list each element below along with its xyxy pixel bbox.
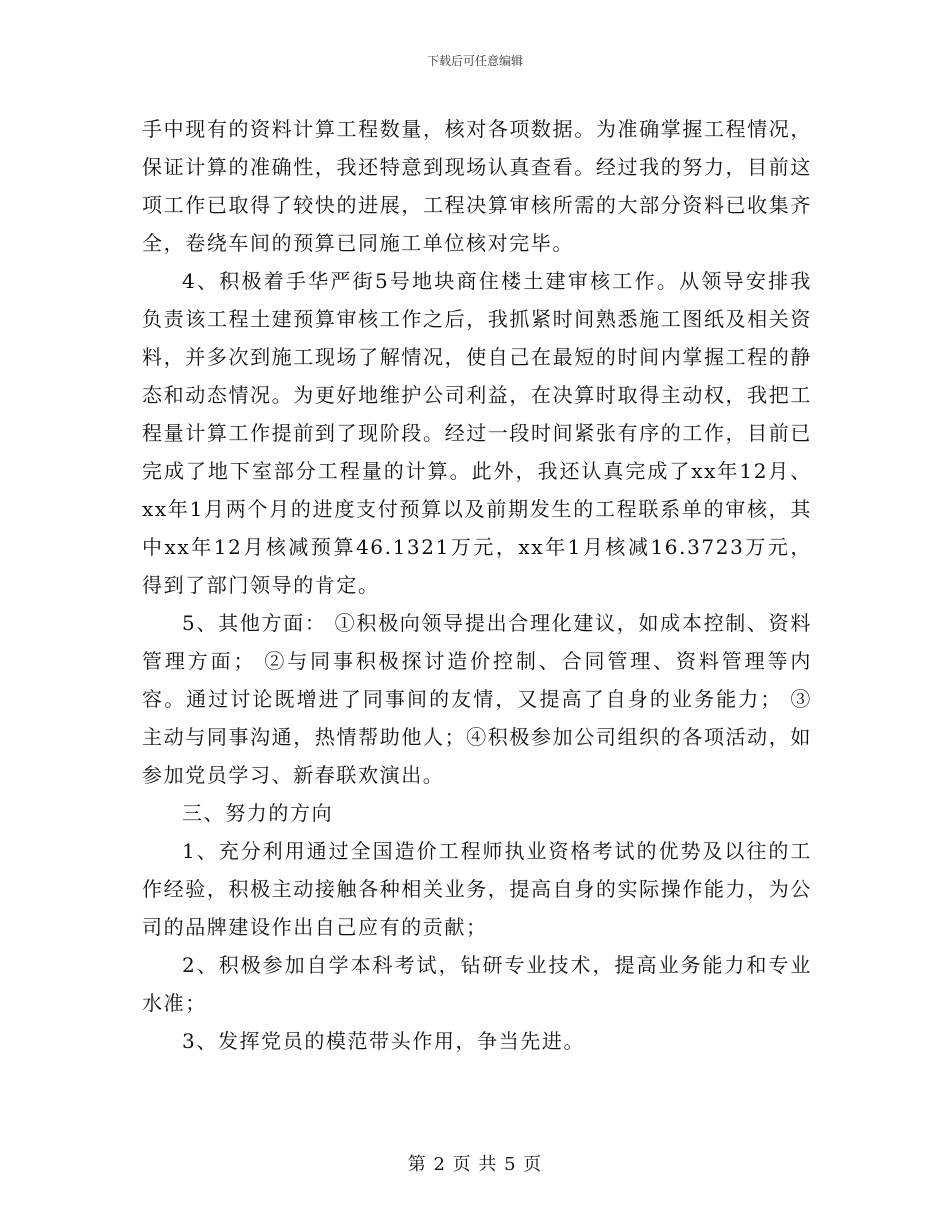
document-body [142, 110, 812, 1060]
page-footer: 第 2 页 共 5 页 [407, 1154, 543, 1175]
paragraph-continuation: 手中现有的资料计算工程数量，核对各项数据。为准确掌握工程情况，保证计算的准确性，我还特意到现场认真查看。经过我的努力，目前这项工作已取得了较快的进展，工程决算审核所需的大部分资料已收集齐全，卷绕车间的预算已同施工单位核对完毕。 [142, 117, 812, 255]
paragraph-direction-1: 1、充分利用通过全国造价工程师执业资格考试的优势及以往的工作经验，积极主动接触各种相关业务，提高自身的实际操作能力，为公司的品牌建设作出自己应有的贡献； [142, 839, 812, 939]
paragraph-item-5: 5、其他方面： ①积极向领导提出合理化建议，如成本控制、资料管理方面； ②与同事积极探讨造价控制、合同管理、资料管理等内容。通过讨论既增进了同事间的友情，又提高了自身的业务能力； ③主动与同事沟通，热情帮助他人；④积极参加公司组织的各项活动，如参加党员学习、新春联欢演出。 [142, 611, 812, 787]
page-header: 下载后可任意编辑 [426, 54, 523, 68]
section-heading: 三、努力的方向 [182, 801, 334, 825]
paragraph-item-4: 4、积极着手华严街5号地块商住楼土建审核工作。从领导安排我负责该工程土建预算审核工作之后，我抓紧时间熟悉施工图纸及相关资料，并多次到施工现场了解情况，使自己在最短的时间内掌握工程的静态和动态情况。为更好地维护公司利益，在决算时取得主动权，我把工程量计算工作提前到了现阶段。经过一段时间紧张有序的工作，目前已完成了地下室部分工程量的计算。此外，我还认真完成了xx年12月、xx年1月两个月的进度支付预算以及前期发生的工程联系单的审核，其中xx年12月核减预算46.1321万元，xx年1月核减16.3723万元，得到了部门领导的肯定。 [142, 269, 812, 597]
paragraph-direction-3: 3、发挥党员的模范带头作用，争当先进。 [182, 1029, 586, 1053]
paragraph-direction-2: 2、积极参加自学本科考试，钻研专业技术，提高业务能力和专业水准； [142, 953, 812, 1015]
